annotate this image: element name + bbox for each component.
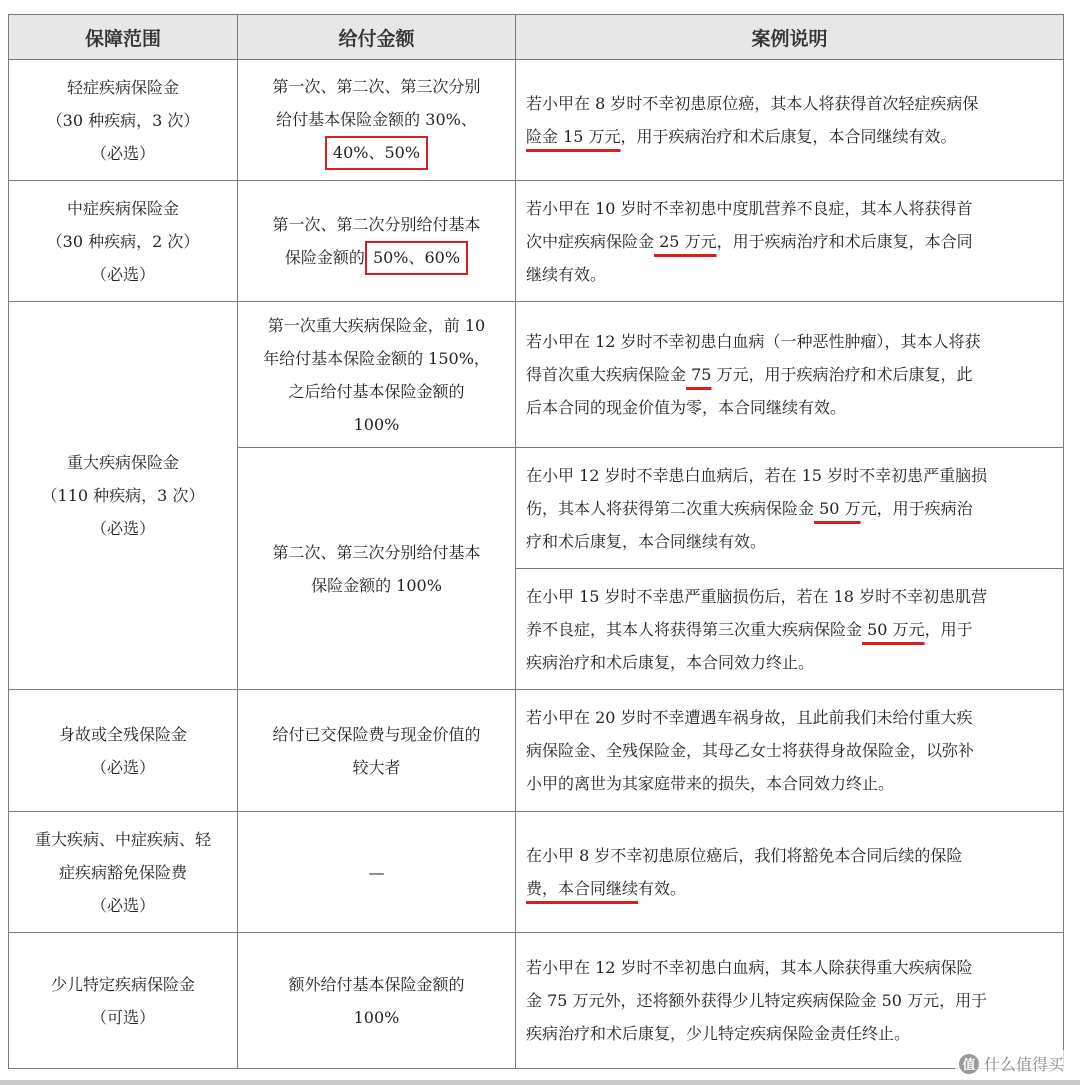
amount-cell bbox=[238, 60, 516, 181]
table-row bbox=[9, 60, 1064, 181]
case-cell bbox=[516, 60, 1064, 181]
table-header-row bbox=[9, 15, 1064, 60]
case-text: 金 75 万元外，还将额外获得少儿特定疾病保险金 50 万元，用于 bbox=[526, 991, 988, 1010]
scope-cell bbox=[9, 933, 238, 1069]
amount-cell bbox=[238, 933, 516, 1069]
bottom-edge bbox=[0, 1080, 1080, 1085]
case-text: 伤，其本人将获得第二次重大疾病保险金 bbox=[526, 498, 815, 518]
table-row bbox=[9, 181, 1064, 302]
scope-detail: （110 种疾病，3 次） bbox=[41, 486, 205, 505]
table-row bbox=[9, 812, 1064, 933]
amount-text: 较大者 bbox=[352, 757, 401, 777]
table-row bbox=[9, 933, 1064, 1069]
amount-text: 给付已交保险费与现金价值的 bbox=[272, 724, 481, 744]
case-text: ，用于疾病治疗和术后康复，本合同继续有效。 bbox=[620, 127, 957, 146]
case-cell bbox=[516, 569, 1064, 690]
case-text: 有效。 bbox=[638, 879, 687, 898]
case-cell bbox=[516, 812, 1064, 933]
case-text: 次中症疾病保险金 bbox=[526, 231, 655, 251]
amount-text: 第二次、第三次分别给付基本 bbox=[272, 542, 481, 562]
case-cell bbox=[516, 302, 1064, 448]
highlight-box: 40%、50% bbox=[325, 136, 428, 170]
case-text: 万元，用于疾病治疗和术后康复，此 bbox=[711, 365, 973, 384]
amount-dash: — bbox=[368, 862, 385, 882]
case-text: 若小甲在 10 岁时不幸初患中度肌营养不良症，其本人将获得首 bbox=[526, 198, 973, 218]
amount-cell bbox=[238, 690, 516, 812]
case-cell bbox=[516, 933, 1064, 1069]
amount-cell bbox=[238, 302, 516, 448]
scope-title: 重大疾病、中症疾病、轻 bbox=[34, 829, 211, 849]
scope-required: （必选） bbox=[90, 895, 155, 915]
amount-text: 100% bbox=[353, 1007, 400, 1027]
case-highlight: 50 万元 bbox=[862, 619, 925, 639]
case-text: 得首次重大疾病保险金 bbox=[526, 365, 687, 384]
header-scope: 保障范围 bbox=[9, 15, 238, 60]
case-text: 若小甲在 8 岁时不幸初患原位癌，其本人将获得首次轻症疾病保 bbox=[526, 94, 979, 113]
case-highlight: 费，本合同继续 bbox=[526, 879, 639, 898]
case-text: 在小甲 12 岁时不幸患白血病后，若在 15 岁时不幸初患严重脑损 bbox=[526, 465, 988, 485]
scope-required: （必选） bbox=[90, 757, 155, 777]
scope-required: （必选） bbox=[90, 264, 155, 284]
table-row bbox=[9, 690, 1064, 812]
scope-optional: （可选） bbox=[90, 1007, 155, 1027]
case-text: 若小甲在 20 岁时不幸遭遇车祸身故，且此前我们未给付重大疾 bbox=[526, 708, 973, 727]
scope-cell bbox=[9, 60, 238, 181]
case-text: 小甲的离世为其家庭带来的损失，本合同效力终止。 bbox=[526, 774, 895, 793]
highlight-box: 50%、60% bbox=[365, 241, 468, 275]
watermark-logo-icon: 值 bbox=[959, 1054, 979, 1074]
watermark bbox=[955, 1050, 1068, 1077]
case-text: 疾病治疗和术后康复，本合同效力终止。 bbox=[526, 652, 815, 672]
amount-cell bbox=[238, 812, 516, 933]
case-text: 若小甲在 12 岁时不幸初患白血病（一种恶性肿瘤），其本人将获 bbox=[526, 332, 981, 351]
scope-required: （必选） bbox=[90, 143, 155, 163]
case-text: 元，用于疾病治 bbox=[860, 498, 973, 518]
case-highlight: 50 万 bbox=[814, 498, 861, 518]
header-amount: 给付金额 bbox=[238, 15, 516, 60]
case-text: 后本合同的现金价值为零，本合同继续有效。 bbox=[526, 398, 847, 417]
case-text: 继续有效。 bbox=[526, 264, 607, 284]
amount-text: 100% bbox=[353, 414, 400, 434]
insurance-benefit-table bbox=[8, 14, 1064, 1069]
scope-required: （必选） bbox=[90, 519, 155, 538]
case-text: ，用于疾病治疗和术后康复，本合同 bbox=[716, 231, 973, 251]
scope-title: 轻症疾病保险金 bbox=[66, 77, 179, 97]
scope-title: 重大疾病保险金 bbox=[66, 453, 179, 472]
case-text: 若小甲在 12 岁时不幸初患白血病，其本人除获得重大疾病保险 bbox=[526, 958, 973, 977]
case-text: 在小甲 15 岁时不幸患严重脑损伤后，若在 18 岁时不幸初患肌营 bbox=[526, 586, 988, 606]
scope-cell bbox=[9, 181, 238, 302]
case-highlight: 75 bbox=[686, 365, 712, 384]
amount-text: 额外给付基本保险金额的 bbox=[288, 974, 465, 994]
case-text: 疗和术后康复，本合同继续有效。 bbox=[526, 531, 767, 551]
amount-text: 第一次、第二次、第三次分别 bbox=[272, 77, 481, 96]
scope-title: 身故或全残保险金 bbox=[58, 724, 187, 744]
scope-detail: （30 种疾病，2 次） bbox=[46, 231, 200, 251]
case-highlight: 25 万元 bbox=[654, 231, 717, 251]
case-cell bbox=[516, 181, 1064, 302]
header-case: 案例说明 bbox=[516, 15, 1064, 60]
amount-cell bbox=[238, 448, 516, 690]
scope-detail: （30 种疾病，3 次） bbox=[46, 110, 200, 130]
amount-cell bbox=[238, 181, 516, 302]
scope-title: 症疾病豁免保险费 bbox=[58, 862, 187, 882]
case-cell bbox=[516, 690, 1064, 812]
amount-text: 第一次、第二次分别给付基本 bbox=[272, 214, 481, 234]
scope-cell bbox=[9, 812, 238, 933]
case-text: 病保险金、全残保险金，其母乙女士将获得身故保险金，以弥补 bbox=[526, 741, 975, 760]
amount-text: 第一次重大疾病保险金，前 10 bbox=[267, 315, 486, 335]
case-text: ，用于 bbox=[924, 619, 973, 639]
case-cell bbox=[516, 448, 1064, 569]
table-row bbox=[9, 302, 1064, 448]
scope-title: 少儿特定疾病保险金 bbox=[50, 974, 195, 994]
scope-title: 中症疾病保险金 bbox=[66, 198, 179, 218]
case-highlight: 险金 15 万元 bbox=[526, 127, 621, 146]
case-text: 养不良症，其本人将获得第三次重大疾病保险金 bbox=[526, 619, 863, 639]
amount-text: 给付基本保险金额的 30%、 bbox=[276, 110, 477, 129]
amount-text: 之后给付基本保险金额的 bbox=[288, 381, 465, 401]
case-text: 在小甲 8 岁不幸初患原位癌后，我们将豁免本合同后续的保险 bbox=[526, 846, 963, 865]
scope-cell bbox=[9, 690, 238, 812]
case-text: 疾病治疗和术后康复，少儿特定疾病保险金责任终止。 bbox=[526, 1024, 911, 1043]
amount-text: 保险金额的 100% bbox=[311, 575, 442, 595]
amount-text: 保险金额的 bbox=[284, 247, 365, 267]
watermark-text: 什么值得买 bbox=[983, 1055, 1064, 1074]
amount-text: 年给付基本保险金额的 150%， bbox=[263, 348, 490, 368]
scope-cell bbox=[9, 302, 238, 690]
